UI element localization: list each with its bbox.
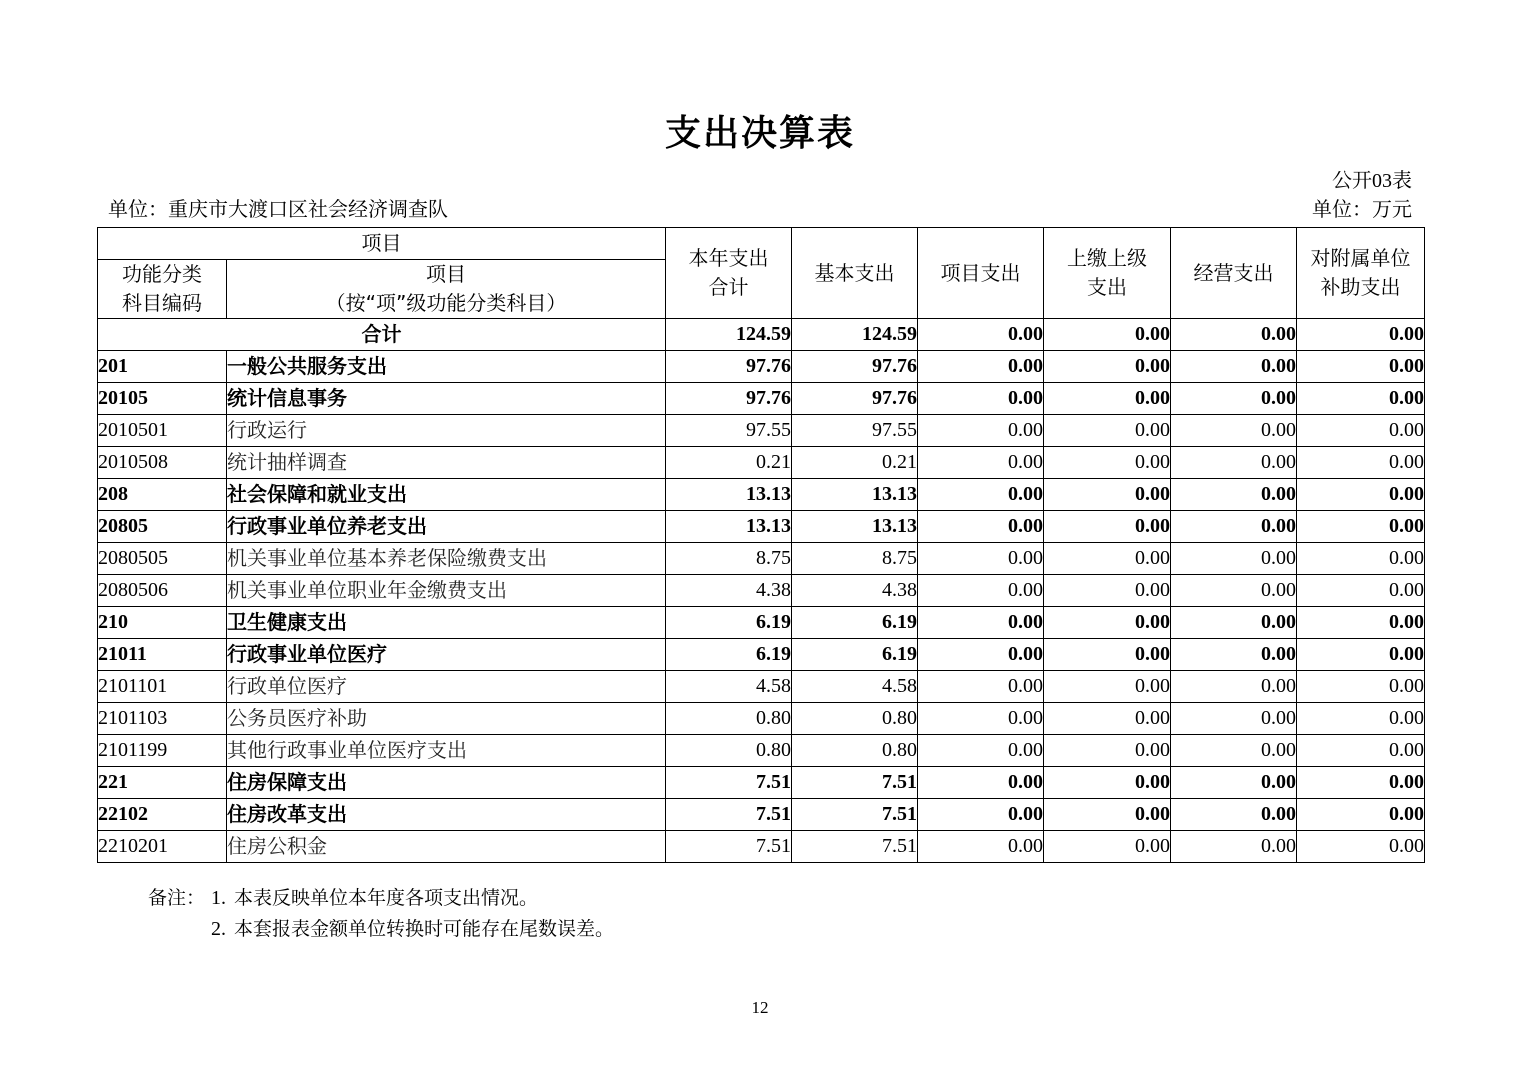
cell-amount: 0.00 bbox=[918, 735, 1044, 767]
cell-amount: 0.00 bbox=[1297, 479, 1425, 511]
form-number: 公开03表 bbox=[1332, 170, 1412, 192]
cell-amount: 0.80 bbox=[666, 703, 792, 735]
table-row bbox=[98, 799, 1425, 831]
cell-amount: 0.00 bbox=[1297, 639, 1425, 671]
cell-amount: 13.13 bbox=[666, 479, 792, 511]
cell-amount: 0.00 bbox=[1044, 575, 1171, 607]
cell-code: 21011 bbox=[98, 639, 227, 671]
page-title: 支出决算表 bbox=[664, 113, 855, 154]
cell-amount: 97.55 bbox=[666, 415, 792, 447]
header-upper bbox=[1044, 228, 1171, 319]
notes-section bbox=[148, 883, 614, 945]
cell-code: 20105 bbox=[98, 383, 227, 415]
header-code-line2: 科目编码 bbox=[122, 291, 202, 315]
note-number: 1. bbox=[211, 887, 226, 909]
cell-name: 住房公积金 bbox=[227, 831, 666, 863]
cell-code: 2101199 bbox=[98, 735, 227, 767]
cell-name: 住房保障支出 bbox=[227, 767, 666, 799]
cell-amount: 0.00 bbox=[1297, 543, 1425, 575]
cell-name: 其他行政事业单位医疗支出 bbox=[227, 735, 666, 767]
header-name-line1: 项目 bbox=[426, 262, 466, 286]
note-row bbox=[148, 914, 614, 945]
cell-name: 一般公共服务支出 bbox=[227, 351, 666, 383]
cell-amount: 0.00 bbox=[1297, 703, 1425, 735]
cell-name: 住房改革支出 bbox=[227, 799, 666, 831]
cell-amount: 0.80 bbox=[666, 735, 792, 767]
page-number: 12 bbox=[751, 998, 769, 1017]
cell-name: 机关事业单位职业年金缴费支出 bbox=[227, 575, 666, 607]
header-name-line2: （按“项”级功能分类科目） bbox=[325, 291, 567, 315]
header-subsidy-line2: 补助支出 bbox=[1320, 275, 1401, 299]
cell-amount: 0.00 bbox=[1044, 767, 1171, 799]
cell-amount: 0.00 bbox=[1044, 735, 1171, 767]
cell-name: 统计抽样调查 bbox=[227, 447, 666, 479]
cell-amount: 0.00 bbox=[1044, 799, 1171, 831]
note-row bbox=[148, 883, 614, 914]
cell-amount: 0.21 bbox=[666, 447, 792, 479]
cell-code: 2210201 bbox=[98, 831, 227, 863]
cell-amount: 6.19 bbox=[666, 639, 792, 671]
cell-amount: 0.00 bbox=[918, 671, 1044, 703]
table-row bbox=[98, 575, 1425, 607]
total-cell: 0.00 bbox=[1044, 319, 1171, 351]
cell-amount: 7.51 bbox=[792, 799, 918, 831]
cell-amount: 0.00 bbox=[1044, 703, 1171, 735]
total-cell: 0.00 bbox=[1297, 319, 1425, 351]
cell-name: 机关事业单位基本养老保险缴费支出 bbox=[227, 543, 666, 575]
cell-amount: 0.00 bbox=[1171, 703, 1297, 735]
table-row bbox=[98, 735, 1425, 767]
cell-code: 2080506 bbox=[98, 575, 227, 607]
cell-amount: 0.00 bbox=[1171, 447, 1297, 479]
header-upper-line1: 上缴上级 bbox=[1067, 246, 1147, 270]
cell-amount: 0.00 bbox=[1171, 575, 1297, 607]
note-number: 2. bbox=[211, 918, 226, 940]
cell-amount: 4.38 bbox=[792, 575, 918, 607]
cell-code: 201 bbox=[98, 351, 227, 383]
table-row bbox=[98, 639, 1425, 671]
table-row bbox=[98, 543, 1425, 575]
table-row bbox=[98, 351, 1425, 383]
table-header bbox=[98, 228, 1425, 319]
cell-amount: 0.00 bbox=[1044, 671, 1171, 703]
total-row bbox=[98, 319, 1425, 351]
cell-name: 社会保障和就业支出 bbox=[227, 479, 666, 511]
cell-amount: 7.51 bbox=[666, 831, 792, 863]
cell-amount: 0.00 bbox=[918, 383, 1044, 415]
cell-amount: 97.55 bbox=[792, 415, 918, 447]
cell-amount: 4.58 bbox=[666, 671, 792, 703]
cell-code: 2080505 bbox=[98, 543, 227, 575]
cell-amount: 8.75 bbox=[792, 543, 918, 575]
note-text: 本套报表金额单位转换时可能存在尾数误差。 bbox=[234, 918, 615, 940]
cell-amount: 0.00 bbox=[1044, 639, 1171, 671]
cell-code: 208 bbox=[98, 479, 227, 511]
total-cell: 124.59 bbox=[792, 319, 918, 351]
cell-amount: 0.00 bbox=[1297, 383, 1425, 415]
cell-amount: 0.00 bbox=[1171, 639, 1297, 671]
cell-amount: 97.76 bbox=[792, 383, 918, 415]
cell-amount: 6.19 bbox=[792, 639, 918, 671]
cell-amount: 0.00 bbox=[1297, 511, 1425, 543]
note-text: 本表反映单位本年度各项支出情况。 bbox=[234, 887, 539, 909]
table-row bbox=[98, 607, 1425, 639]
cell-amount: 0.00 bbox=[1044, 479, 1171, 511]
cell-amount: 0.00 bbox=[1171, 479, 1297, 511]
cell-amount: 0.00 bbox=[1297, 767, 1425, 799]
cell-amount: 0.00 bbox=[918, 639, 1044, 671]
cell-amount: 0.80 bbox=[792, 735, 918, 767]
total-cell: 0.00 bbox=[918, 319, 1044, 351]
cell-amount: 13.13 bbox=[792, 511, 918, 543]
cell-name: 公务员医疗补助 bbox=[227, 703, 666, 735]
table-row bbox=[98, 383, 1425, 415]
cell-amount: 0.00 bbox=[918, 607, 1044, 639]
cell-amount: 0.00 bbox=[1171, 671, 1297, 703]
cell-amount: 0.00 bbox=[1297, 575, 1425, 607]
cell-amount: 97.76 bbox=[666, 351, 792, 383]
header-operating: 经营支出 bbox=[1171, 228, 1297, 319]
expenditure-table bbox=[97, 227, 1425, 863]
cell-amount: 4.38 bbox=[666, 575, 792, 607]
cell-amount: 0.00 bbox=[1044, 543, 1171, 575]
cell-amount: 0.00 bbox=[918, 447, 1044, 479]
currency-unit: 单位：万元 bbox=[1312, 199, 1412, 221]
cell-amount: 0.80 bbox=[792, 703, 918, 735]
cell-code: 210 bbox=[98, 607, 227, 639]
cell-amount: 0.00 bbox=[1297, 735, 1425, 767]
cell-code: 2101101 bbox=[98, 671, 227, 703]
cell-amount: 0.00 bbox=[1171, 543, 1297, 575]
cell-amount: 97.76 bbox=[792, 351, 918, 383]
cell-amount: 0.00 bbox=[918, 831, 1044, 863]
header-basic: 基本支出 bbox=[792, 228, 918, 319]
cell-name: 行政事业单位医疗 bbox=[227, 639, 666, 671]
header-total-line2: 合计 bbox=[708, 275, 749, 299]
table-row bbox=[98, 415, 1425, 447]
table-row bbox=[98, 671, 1425, 703]
cell-amount: 0.00 bbox=[1297, 607, 1425, 639]
cell-amount: 0.00 bbox=[1297, 447, 1425, 479]
cell-amount: 0.00 bbox=[1044, 831, 1171, 863]
cell-name: 卫生健康支出 bbox=[227, 607, 666, 639]
cell-amount: 0.00 bbox=[1171, 511, 1297, 543]
cell-amount: 7.51 bbox=[792, 767, 918, 799]
cell-name: 行政事业单位养老支出 bbox=[227, 511, 666, 543]
cell-amount: 0.00 bbox=[918, 767, 1044, 799]
header-total bbox=[666, 228, 792, 319]
header-subsidy-line1: 对附属单位 bbox=[1310, 246, 1411, 270]
cell-amount: 0.00 bbox=[918, 575, 1044, 607]
cell-amount: 97.76 bbox=[666, 383, 792, 415]
cell-name: 行政运行 bbox=[227, 415, 666, 447]
table-row bbox=[98, 703, 1425, 735]
cell-amount: 0.00 bbox=[1171, 735, 1297, 767]
table-row bbox=[98, 447, 1425, 479]
cell-amount: 0.00 bbox=[918, 351, 1044, 383]
cell-amount: 0.00 bbox=[1297, 831, 1425, 863]
cell-name: 行政单位医疗 bbox=[227, 671, 666, 703]
cell-amount: 0.00 bbox=[918, 543, 1044, 575]
cell-amount: 0.00 bbox=[918, 415, 1044, 447]
cell-amount: 0.00 bbox=[1044, 383, 1171, 415]
cell-amount: 7.51 bbox=[666, 799, 792, 831]
table-body bbox=[98, 319, 1425, 863]
cell-amount: 4.58 bbox=[792, 671, 918, 703]
cell-amount: 8.75 bbox=[666, 543, 792, 575]
cell-code: 20805 bbox=[98, 511, 227, 543]
cell-code: 221 bbox=[98, 767, 227, 799]
cell-amount: 0.00 bbox=[1171, 799, 1297, 831]
cell-code: 2010508 bbox=[98, 447, 227, 479]
header-name bbox=[227, 260, 666, 319]
cell-amount: 0.00 bbox=[1297, 415, 1425, 447]
table-row bbox=[98, 831, 1425, 863]
cell-amount: 0.00 bbox=[1297, 799, 1425, 831]
table-row bbox=[98, 511, 1425, 543]
cell-amount: 13.13 bbox=[792, 479, 918, 511]
cell-amount: 0.00 bbox=[1044, 511, 1171, 543]
cell-amount: 0.00 bbox=[1297, 351, 1425, 383]
cell-amount: 0.00 bbox=[1171, 607, 1297, 639]
cell-amount: 0.00 bbox=[1044, 351, 1171, 383]
cell-amount: 0.00 bbox=[1171, 351, 1297, 383]
cell-amount: 0.21 bbox=[792, 447, 918, 479]
cell-amount: 13.13 bbox=[666, 511, 792, 543]
header-total-line1: 本年支出 bbox=[688, 246, 769, 270]
header-code-line1: 功能分类 bbox=[122, 262, 202, 286]
cell-amount: 0.00 bbox=[918, 479, 1044, 511]
notes-label: 备注： bbox=[148, 887, 206, 909]
cell-amount: 0.00 bbox=[1171, 767, 1297, 799]
cell-code: 2101103 bbox=[98, 703, 227, 735]
cell-amount: 7.51 bbox=[792, 831, 918, 863]
cell-code: 2010501 bbox=[98, 415, 227, 447]
notes-label-spacer bbox=[148, 914, 211, 945]
cell-amount: 0.00 bbox=[1044, 415, 1171, 447]
table-row bbox=[98, 479, 1425, 511]
total-label: 合计 bbox=[98, 319, 666, 351]
cell-amount: 0.00 bbox=[1044, 447, 1171, 479]
cell-amount: 0.00 bbox=[1171, 383, 1297, 415]
header-project: 项目支出 bbox=[918, 228, 1044, 319]
cell-code: 22102 bbox=[98, 799, 227, 831]
cell-amount: 0.00 bbox=[918, 703, 1044, 735]
header-project-group: 项目 bbox=[98, 228, 666, 260]
cell-amount: 0.00 bbox=[1297, 671, 1425, 703]
cell-amount: 0.00 bbox=[1171, 415, 1297, 447]
cell-amount: 6.19 bbox=[792, 607, 918, 639]
header-subsidy bbox=[1297, 228, 1425, 319]
cell-name: 统计信息事务 bbox=[227, 383, 666, 415]
total-cell: 0.00 bbox=[1171, 319, 1297, 351]
cell-amount: 6.19 bbox=[666, 607, 792, 639]
cell-amount: 7.51 bbox=[666, 767, 792, 799]
cell-amount: 0.00 bbox=[918, 511, 1044, 543]
table-row bbox=[98, 767, 1425, 799]
cell-amount: 0.00 bbox=[918, 799, 1044, 831]
total-cell: 124.59 bbox=[666, 319, 792, 351]
cell-amount: 0.00 bbox=[1171, 831, 1297, 863]
header-upper-line2: 支出 bbox=[1087, 275, 1127, 299]
reporting-unit: 单位：重庆市大渡口区社会经济调查队 bbox=[108, 199, 448, 221]
header-code bbox=[98, 260, 227, 319]
cell-amount: 0.00 bbox=[1044, 607, 1171, 639]
